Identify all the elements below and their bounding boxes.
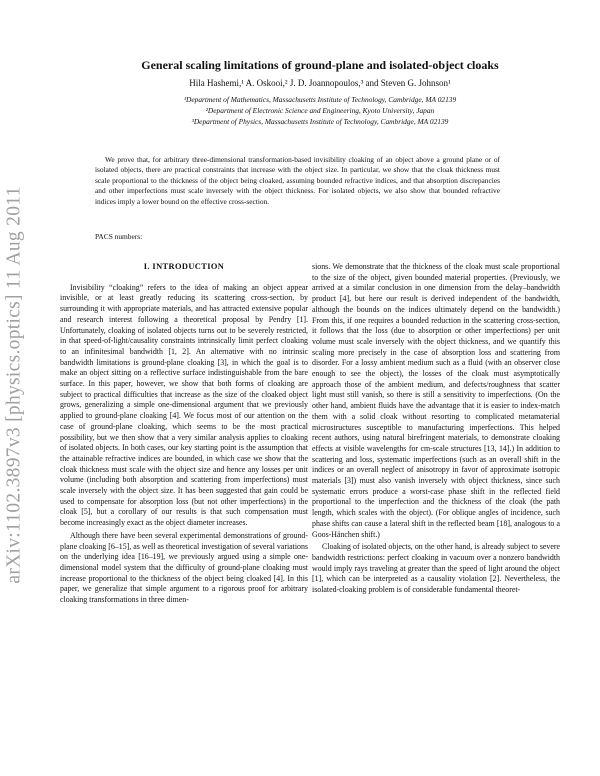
arxiv-identifier-text: arXiv:1102.3897v3 [physics.optics] 11 Aug 2011 (4, 186, 25, 584)
paragraph: Invisibility “cloaking” refers to the idea of making an object appear invisible, or at least greatly reducing its scattering cross-section, by surrounding it with appropriate materials, and has attracted extensive popular and research interest following a theoretical proposal by Pendry [1]. Unfortunately, cloaking of isolated objects turns out to be severely restricted, in that speed-of-light/causality constraints intrinsically limit perfect cloaking to an infinitesimal bandwidth [1, 2]. An alternative with no intrinsic bandwidth limitations is ground-plane cloaking [3], in which the goal is to make an object sitting on a reflective surface indistinguishable from the bare surface. In this paper, however, we show that both forms of cloaking are subject to practical difficulties that increase as the size of the cloaked object grows, generalizing a simple one-dimensional argument that we previously applied to ground-plane cloaking [4]. We focus most of our attention on the case of ground-plane cloaking, which seems to be the most practical possibility, but we then show that a very similar analysis applies to cloaking of isolated objects. In both cases, our key starting point is the assumption that the attainable refractive indices are bounded, in which case we show that the cloak thickness must scale with the object size and hence any losses per unit volume (including both absorption and scattering from imperfections) must scale inversely with the object size. It has been suggested that gain could be used to compensate for absorption loss (but not other imperfections) in the cloak [5], but a corollary of our results is that such compensation must become increasingly exact as the object diameter increases. (60, 282, 308, 528)
pacs-numbers: PACS numbers: (95, 232, 143, 241)
left-column (60, 262, 308, 762)
paragraph: Cloaking of isolated objects, on the other hand, is already subject to severe bandwidth restrictions: perfect cloaking in vacuum over a nonzero bandwidth would imply rays traveling at greater than the speed of light around the object [1], which can be interpreted as a causality violation [2]. Nevertheless, the isolated-cloaking problem is of considerable fundamental theoret- (312, 542, 560, 595)
paragraph: Although there have been several experimental demonstrations of ground-plane cloaking [6–15], as well as theoretical investigation of several variations on the underlying idea [16–19], we previously argued using a simple one-dimensional model system that the difficulty of ground-plane cloaking must increase proportional to the thickness of the object being cloaked [4]. In this paper, we generalize that simple argument to a rigorous proof for arbitrary cloaking transformations in three dimen- (60, 530, 308, 605)
arxiv-identifier (0, 170, 30, 600)
affiliation-2: ²Department of Electronic Science and Engineering, Kyoto University, Japan (205, 106, 435, 115)
affiliation-3: ³Department of Physics, Massachusetts Institute of Technology, Cambridge, MA 02139 (191, 117, 449, 126)
paragraph: sions. We demonstrate that the thickness of the cloak must scale proportional to the size of the object, given bounded material properties. (Previously, we arrived at a similar conclusion in one dimension from the delay–bandwidth product [4], but here our result is derived independent of the bandwidth, although the bounds on the indices ultimately depend on the bandwidth.) From this, if one requires a bounded reduction in the scattering cross-section, it follows that the loss (due to absorption or other imperfections) per unit volume must scale inversely with the object thickness, and we quantify this scaling more precisely in the case of absorption loss and scattering from disorder. For a lossy ambient medium such as a fluid (with an observer close enough to see the object), the losses of the cloak must asymptotically approach those of the ambient medium, and defects/roughness that scatter light must still vanish, so there is still a sensitivity to imperfections. (On the other hand, ambient fluids have the advantage that it is easier to index-match them with a solid cloak without resorting to complicated metamaterial microstructures susceptible to manufacturing imperfections. This helped recent authors, using natural birefringent materials, to demonstrate cloaking effects at visible wavelengths for cm-scale structures [13, 14].) In addition to scattering and loss, systematic imperfections (such as an overall shift in the indices or an overall neglect of anisotropy in favor of approximate isotropic materials [3]) must also vanish inversely with object thickness, since such systematic errors produce a worst-case phase shift in the reflected field proportional to the imperfection and the thickness of the cloak (the path length, which scales with the object). (For oblique angles of incidence, such phase shifts can cause a lateral shift in the reflected beam [18], analogous to a Goos-Hänchen shift.) (312, 262, 560, 539)
author-list: Hila Hashemi,¹ A. Oskooi,² J. D. Joannopoulos,³ and Steven G. Johnson¹ (189, 78, 451, 88)
abstract: We prove that, for arbitrary three-dimensional transformation-based invisibility cloaking of an object above a ground plane or of isolated objects, there are practical constraints that increase with the object size. In particular, we show that the cloak thickness must scale proportional to the thickness of the object being cloaked, assuming bounded refractive indices, and that absorption discrepancies and other imperfections must scale inversely with the object thickness. For isolated objects, we also show that bounded refractive indices imply a lower bound on the effective cross-section. (95, 155, 500, 206)
right-column (312, 262, 560, 762)
section-heading-introduction: I. INTRODUCTION (143, 262, 225, 271)
paper-title: General scaling limitations of ground-plane and isolated-object cloaks (141, 58, 499, 72)
affiliation-1: ¹Department of Mathematics, Massachusetts Institute of Technology, Cambridge, MA 02139 (183, 95, 457, 104)
